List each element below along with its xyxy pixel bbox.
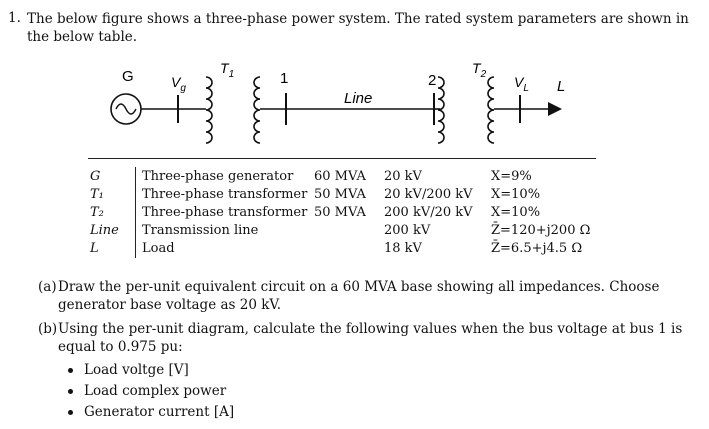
question-intro: The below figure shows a three-phase power system. The rated system parameters are shown in the below table.	[27, 11, 689, 45]
row-symbol: T₂	[90, 205, 104, 220]
part-a-text: Draw the per-unit equivalent circuit on a 60 MVA base showing all impedances. Choose generator base voltage as 20 kV.	[58, 279, 660, 313]
row-symbol: G	[90, 169, 101, 184]
t1-secondary-winding	[254, 77, 260, 143]
vl-label: $V_L$	[514, 74, 529, 94]
table-row	[88, 240, 596, 258]
row-description: Three-phase transformer	[142, 187, 308, 202]
part-a-label: (a)	[38, 279, 57, 295]
bullet-text: Generator current [A]	[84, 404, 235, 420]
line-label: Line	[344, 90, 373, 107]
table-row	[88, 168, 596, 186]
row-impedance: Z̄=120+j200 Ω	[491, 223, 591, 238]
bus2-label: 2	[428, 72, 437, 89]
t1-primary-winding	[206, 77, 212, 143]
load-arrow	[548, 102, 562, 116]
row-symbol: T₁	[90, 187, 104, 202]
one-line-diagram	[100, 55, 600, 165]
row-voltage: 200 kV	[384, 223, 431, 238]
table-row	[88, 204, 596, 222]
part-b-text: Using the per-unit diagram, calculate the following values when the bus voltage at bus 1 is equal to 0.975 pu:	[58, 321, 683, 355]
row-voltage: 18 kV	[384, 241, 422, 256]
bullet-text: Load complex power	[84, 383, 227, 399]
row-impedance: X=9%	[491, 169, 532, 184]
row-description: Transmission line	[142, 223, 259, 238]
vg-label: $V_g$	[171, 74, 186, 94]
row-description: Three-phase generator	[142, 169, 294, 184]
row-impedance: X=10%	[491, 187, 541, 202]
bus1-label: 1	[280, 70, 289, 87]
row-impedance: Z̄=6.5+j4.5 Ω	[491, 241, 583, 256]
part-b-label: (b)	[38, 321, 58, 337]
question-number: 1.	[8, 10, 21, 26]
t1-label: $T_1$	[220, 60, 235, 80]
t2-label: $T_2$	[472, 60, 487, 80]
generator-sine	[116, 104, 136, 114]
bullet-dot	[68, 410, 73, 415]
row-description: Load	[142, 241, 175, 256]
table-row	[88, 222, 596, 240]
row-symbol: L	[90, 241, 99, 256]
bullet-dot	[68, 389, 73, 394]
row-rating: 60 MVA	[314, 169, 366, 184]
row-voltage: 200 kV/20 kV	[384, 205, 473, 220]
row-voltage: 20 kV/200 kV	[384, 187, 473, 202]
t2-primary-winding	[438, 77, 444, 143]
row-impedance: X=10%	[491, 205, 541, 220]
generator-label: G	[122, 68, 134, 85]
table-row	[88, 186, 596, 204]
row-rating: 50 MVA	[314, 187, 366, 202]
row-description: Three-phase transformer	[142, 205, 308, 220]
row-voltage: 20 kV	[384, 169, 422, 184]
parameter-table	[88, 158, 596, 258]
bullet-text: Load voltge [V]	[84, 362, 189, 378]
load-label: L	[557, 78, 566, 95]
row-symbol: Line	[90, 223, 119, 238]
row-rating: 50 MVA	[314, 205, 366, 220]
bullet-dot	[68, 368, 73, 373]
t2-secondary-winding	[488, 77, 494, 143]
